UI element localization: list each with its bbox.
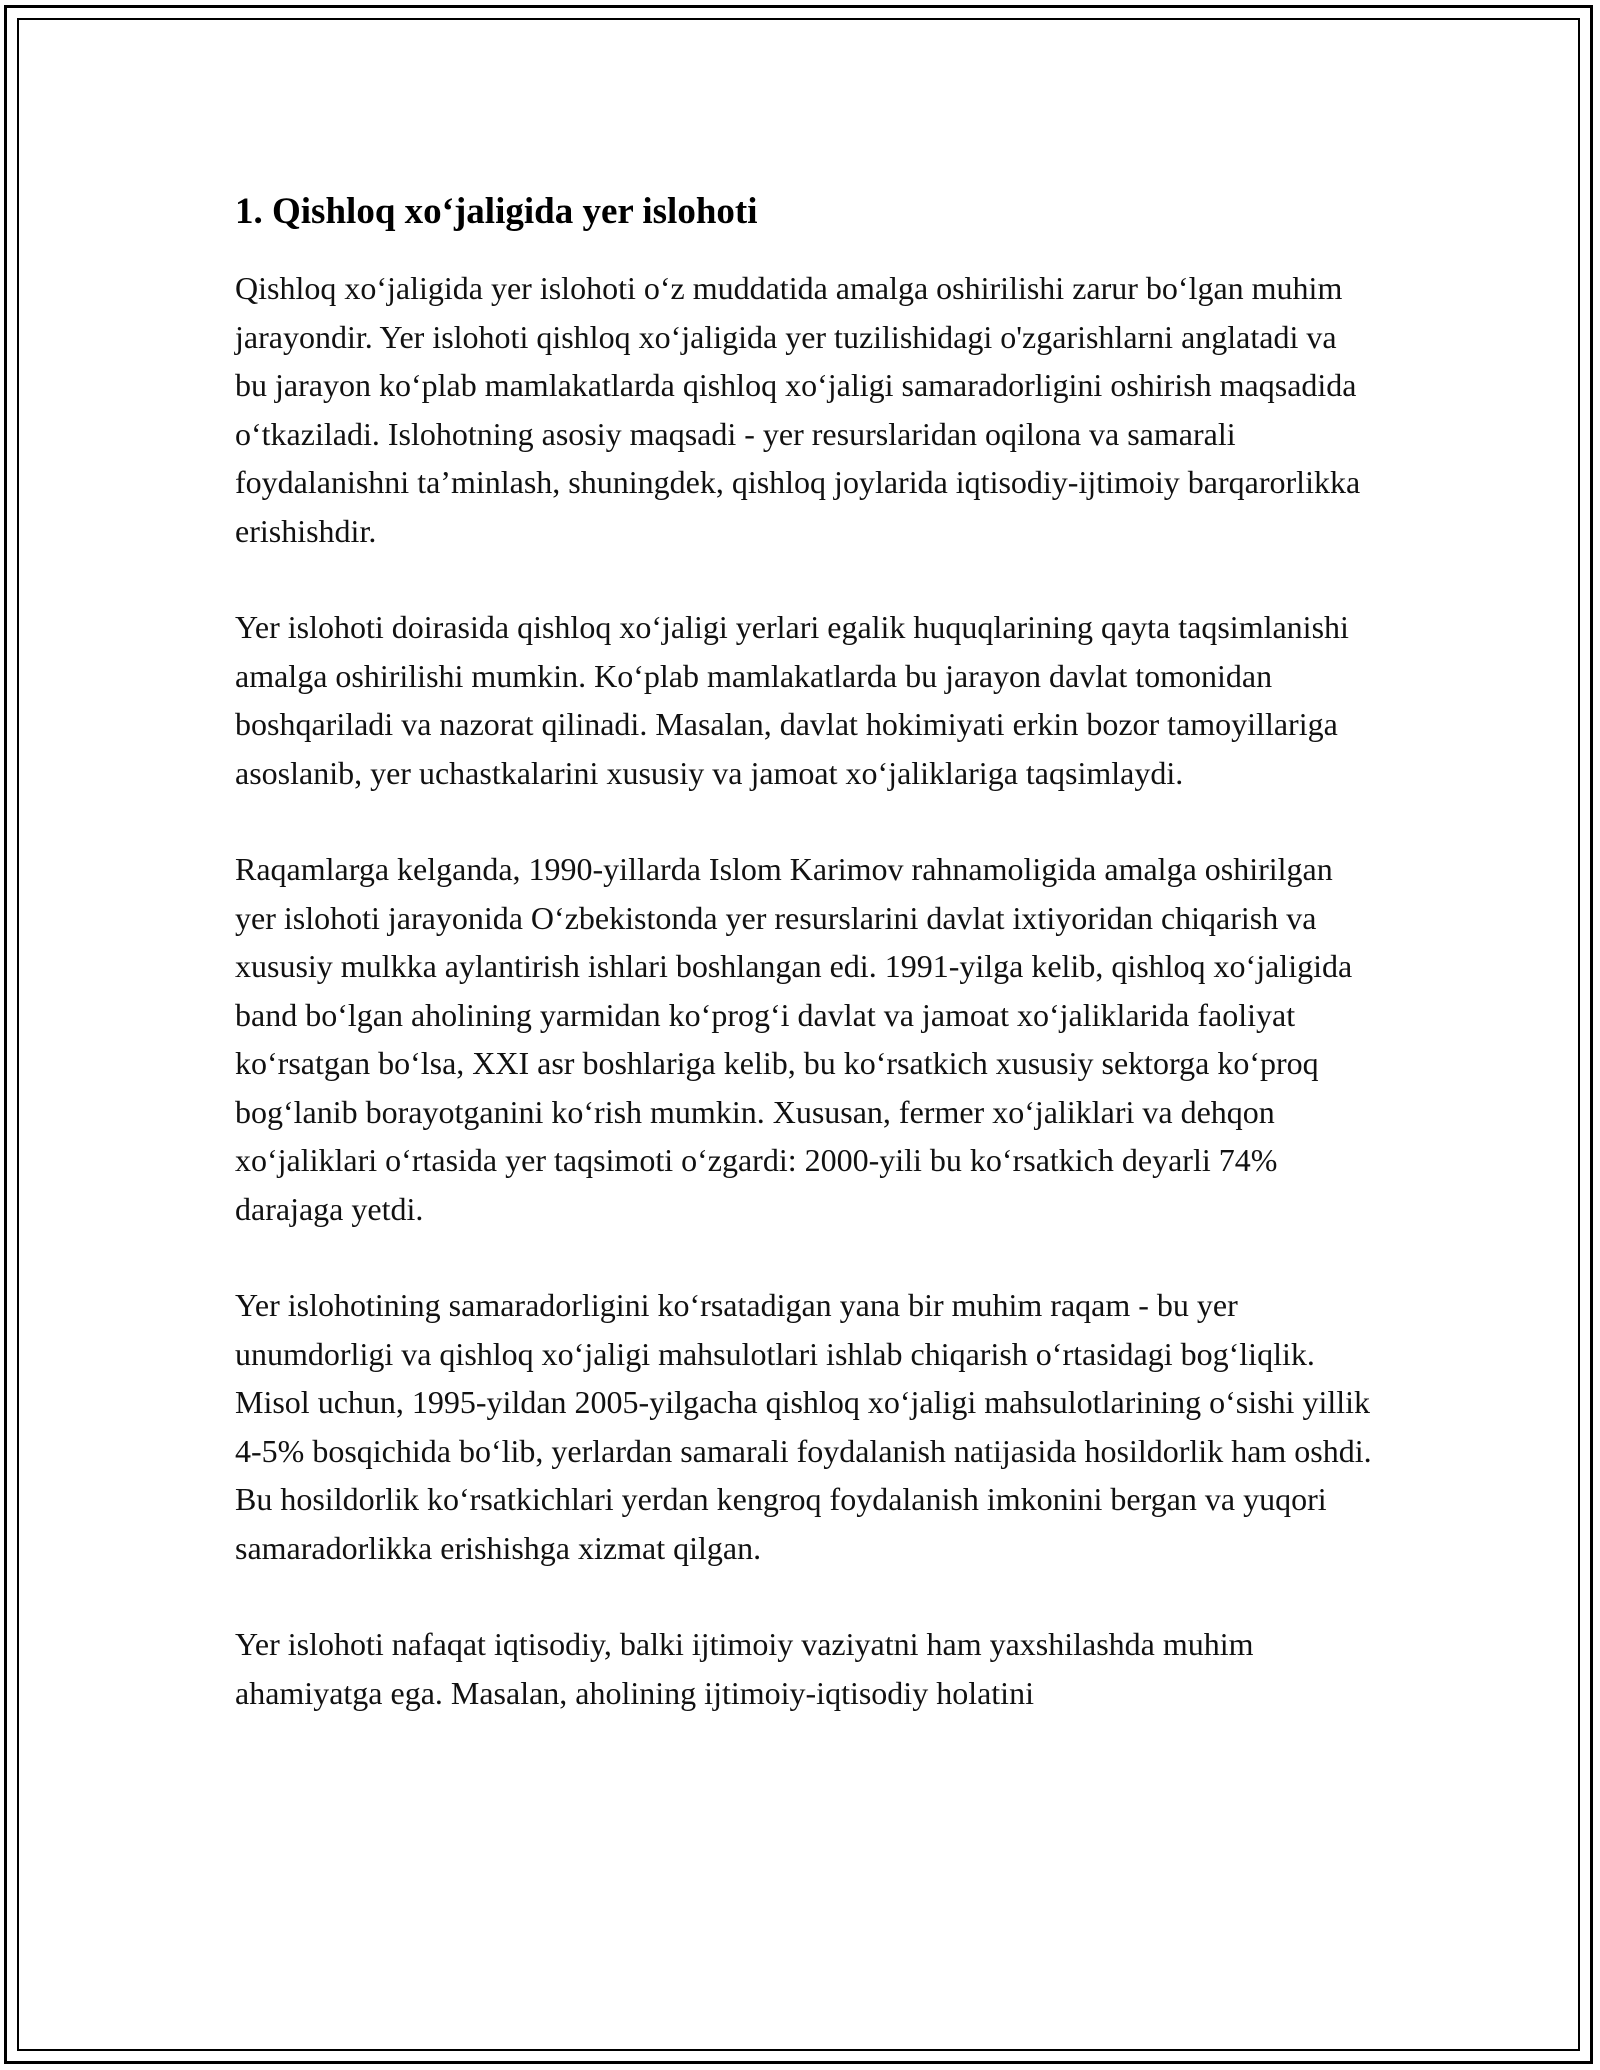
paragraph-1: Qishloq xo‘jaligida yer islohoti o‘z muddatida amalga oshirilishi zarur bo‘lgan muhim jarayondir. Yer islohoti qishloq xo‘jaligida yer tuzilishidagi o'zgarishlarni anglatadi va bu jarayon ko‘plab mamlakatlarda qishloq xo‘jaligi samaradorligini oshirish maqsadida o‘tkaziladi. Islohotning asosiy maqsadi - yer resurslaridan oqilona va samarali foydalanishni ta’minlash, shuningdek, qishloq joylarida iqtisodiy-ijtimoiy barqarorlikka erishishdir. — [235, 270, 1361, 549]
section-heading: 1. Qishloq xo‘jaligida yer islohoti — [235, 191, 758, 232]
paragraph-5: Yer islohoti nafaqat iqtisodiy, balki ijtimoiy vaziyatni ham yaxshilashda muhim ahamiyatga ega. Masalan, aholining ijtimoiy-iqtisodiy holatini — [235, 1626, 1254, 1711]
paragraph-4: Yer islohotining samaradorligini ko‘rsatadigan yana bir muhim raqam - bu yer unumdorligi va qishloq xo‘jaligi mahsulotlari ishlab chiqarish o‘rtasidagi bog‘liqlik. Misol uchun, 1995-yildan 2005-yilgacha qishloq xo‘jaligi mahsulotlarining o‘sishi yillik 4-5% bosqichida bo‘lib, yerlardan samarali foydalanish natijasida hosildorlik ham oshdi. Bu hosildorlik ko‘rsatkichlari yerdan kengroq foydalanish imkonini bergan va yuqori samaradorlikka erishishga xizmat qilgan. — [235, 1287, 1372, 1566]
paragraph-3: Raqamlarga kelganda, 1990-yillarda Islom Karimov rahnamoligida amalga oshirilgan yer islohoti jarayonida O‘zbekistonda yer resurslarini davlat ixtiyoridan chiqarish va xususiy mulkka aylantirish ishlari boshlangan edi. 1991-yilga kelib, qishloq xo‘jaligida band bo‘lgan aholining yarmidan ko‘prog‘i davlat va jamoat xo‘jaliklarida faoliyat ko‘rsatgan bo‘lsa, XXI asr boshlariga kelib, bu ko‘rsatkich xususiy sektorga ko‘proq bog‘lanib borayotganini ko‘rish mumkin. Xususan, fermer xo‘jaliklari va dehqon xo‘jaliklari o‘rtasida yer taqsimoti o‘zgardi: 2000-yili bu ko‘rsatkich deyarli 74% darajaga yetdi. — [235, 851, 1353, 1227]
document-body — [235, 188, 1375, 1765]
paragraph-2: Yer islohoti doirasida qishloq xo‘jaligi yerlari egalik huquqlarining qayta taqsimlanishi amalga oshirilishi mumkin. Ko‘plab mamlakatlarda bu jarayon davlat tomonidan boshqariladi va nazorat qilinadi. Masalan, davlat hokimiyati erkin bozor tamoyillariga asoslanib, yer uchastkalarini xususiy va jamoat xo‘jaliklariga taqsimlaydi. — [235, 609, 1349, 791]
